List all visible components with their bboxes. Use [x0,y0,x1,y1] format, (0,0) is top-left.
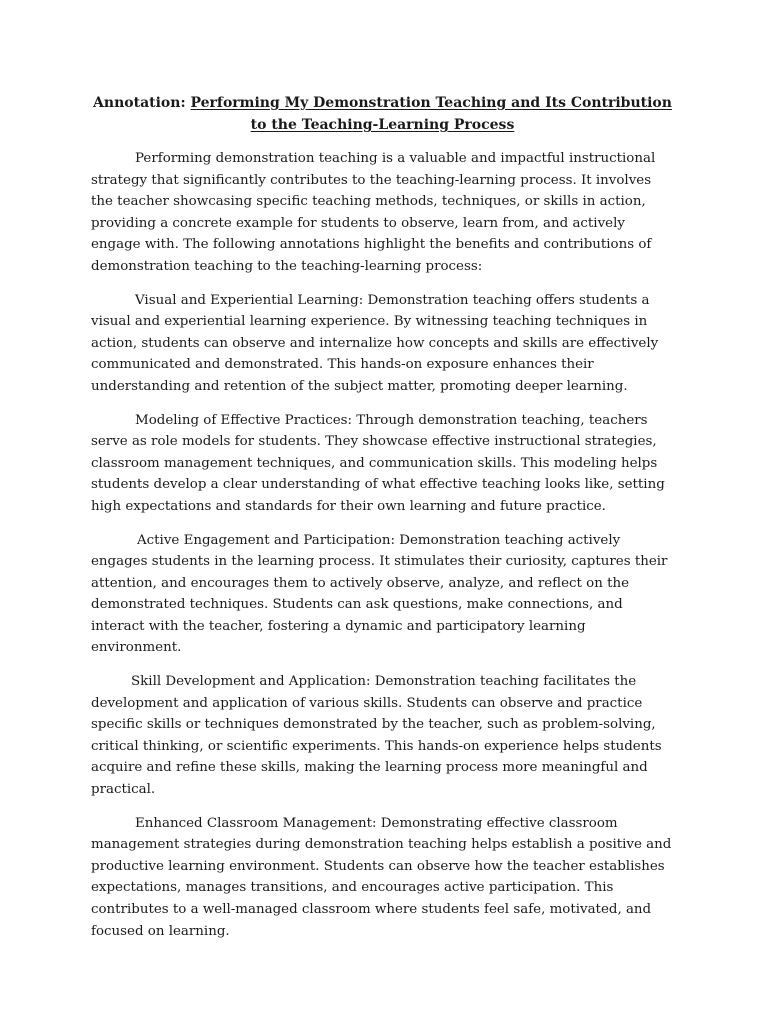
paragraph-visual-experiential-learning: Visual and Experiential Learning: Demonstration teaching offers students a visual and experiential learning experience. By witnessing teaching techniques in action, students can observe and internalize how concepts and skills are effectively communicated and demonstrated. This hands-on exposure enhances their understanding and retention of the subject matter, promoting deeper learning. [91,292,659,394]
paragraph-modeling-effective-practices: Modeling of Effective Practices: Through demonstration teaching, teachers serve as role models for students. They showcase effective instructional strategies, classroom management techniques, and communication skills. This modeling helps students develop a clear understanding of what effective teaching looks like, setting high expectations and standards for their own learning and future practice. [91,412,665,514]
paragraph-active-engagement: Active Engagement and Participation: Demonstration teaching actively engages students in the learning process. It stimulates their curiosity, captures their attention, and encourages them to actively observe, analyze, and reflect on the demonstrated techniques. Students can ask questions, make connections, and interact with the teacher, fostering a dynamic and participatory learning environment. [91,532,668,656]
paragraph-intro: Performing demonstration teaching is a valuable and impactful instructional strategy that significantly contributes to the teaching-learning process. It involves the teacher showcasing specific teaching methods, techniques, or skills in action, providing a concrete example for students to observe, learn from, and actively engage with. The following annotations highlight the benefits and contributions of demonstration teaching to the teaching-learning process: [91,151,656,274]
paragraph-classroom-management: Enhanced Classroom Management: Demonstrating effective classroom management strategies during demonstration teaching helps establish a positive and productive learning environment. Students can observe how the teacher establishes expectations, manages transitions, and encourages active participation. This contributes to a well-managed classroom where students feel safe, motivated, and focused on learning. [91,815,672,939]
title-prefix: Annotation: [93,95,186,111]
document-title [91,92,674,136]
paragraph-skill-development: Skill Development and Application: Demonstration teaching facilitates the development and application of various skills. Students can observe and practice specific skills or techniques demonstrated by the teacher, such as problem-solving, critical thinking, or scientific experiments. This hands-on experience helps students acquire and refine these skills, making the learning process more meaningful and practical. [91,674,662,798]
title-main: Performing My Demonstration Teaching and Its Contribution to the Teaching-Learning Process [190,95,672,133]
